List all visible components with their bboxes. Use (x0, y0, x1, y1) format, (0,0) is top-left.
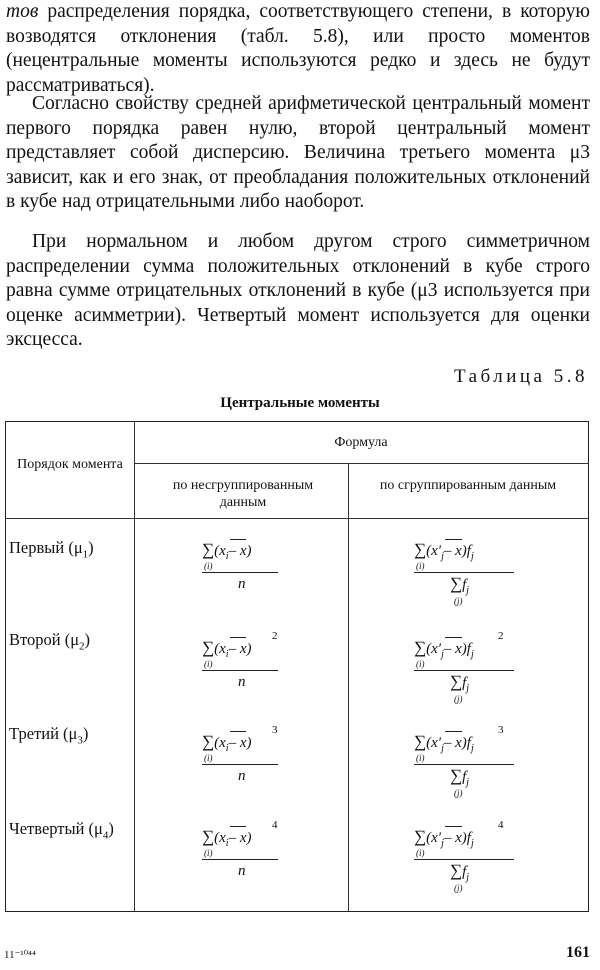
header-ungrouped: по несгруппированным данным (172, 478, 314, 510)
row-label-2: Второй $(\mu_2)$ (9, 630, 91, 653)
header-formula: Формула (334, 435, 388, 450)
paragraph-1-italic: тов (6, 1, 39, 22)
header-grouped: по сгруппированным данным (379, 478, 557, 493)
row-label-1: Первый $(\mu_1)$ (9, 538, 94, 561)
paragraph-1 (6, 0, 590, 98)
paragraph-2-text: Согласно свойству средней арифметической центральный момент первого порядка равен нулю, второй центральный момент представляет собой дисперсию. Величина третьего момента μ3 зависит, как и его знак, от преобладания положительных отклонений в кубе над отрицательными либо наоборот. (6, 93, 590, 212)
paragraph-2 (6, 92, 590, 215)
moments-table: Порядок момента Формула по несгруппированным данным по сгруппированным данным Первый $(\mu_1)$ $\sum(x_i-$ x) (i) n $\sum(x'_j-$ $x)f_j$ (i) $\sum f_j$ (j) Второй $(\mu_2)$ $\sum(x_i-$ x) 2 (i) n $\sum(x'_j-$ $x)f_j$ 2 (i) $\sum f_j$ (j) Третий $(\mu_3)$ $\sum(x_i-$ x) 3 (i) n $\sum(x'_j-$ $x)f_j$ 3 (i) $\sum f_j$ (j) Четвертый $(\mu_4)$ $\sum(x_i-$ x) 4 (i) n $\sum(x'_j-$ $x)f_j$ 4 (i) $\sum f_j$ (j) (5, 421, 589, 912)
paragraph-3 (6, 230, 590, 353)
table-label: Таблица 5.8 (453, 366, 588, 387)
row-label-4: Четвертый $(\mu_4)$ (9, 819, 114, 842)
row-label-3: Третий $(\mu_3)$ (9, 724, 89, 747)
page-number: 161 (566, 944, 590, 961)
footer-signature: 11⁻¹⁰⁴⁴ (4, 949, 36, 961)
table-title: Центральные моменты (220, 395, 380, 411)
paragraph-1-text: распределения порядка, соответствующего степени, в которую возводятся отклонения (табл. 5.8), или просто моментов (нецентральные моменты используются редко и здесь не будут рассматриваться). (6, 1, 590, 96)
paragraph-3-text: При нормальном и любом другом строго симметричном распределении сумма положительных отклонений в кубе строго равна сумме отрицательных отклонений в кубе (μ3 используется при оценке асимметрии). Четвертый момент используется для оценки эксцесса. (6, 231, 590, 350)
header-order: Порядок момента (17, 457, 123, 472)
